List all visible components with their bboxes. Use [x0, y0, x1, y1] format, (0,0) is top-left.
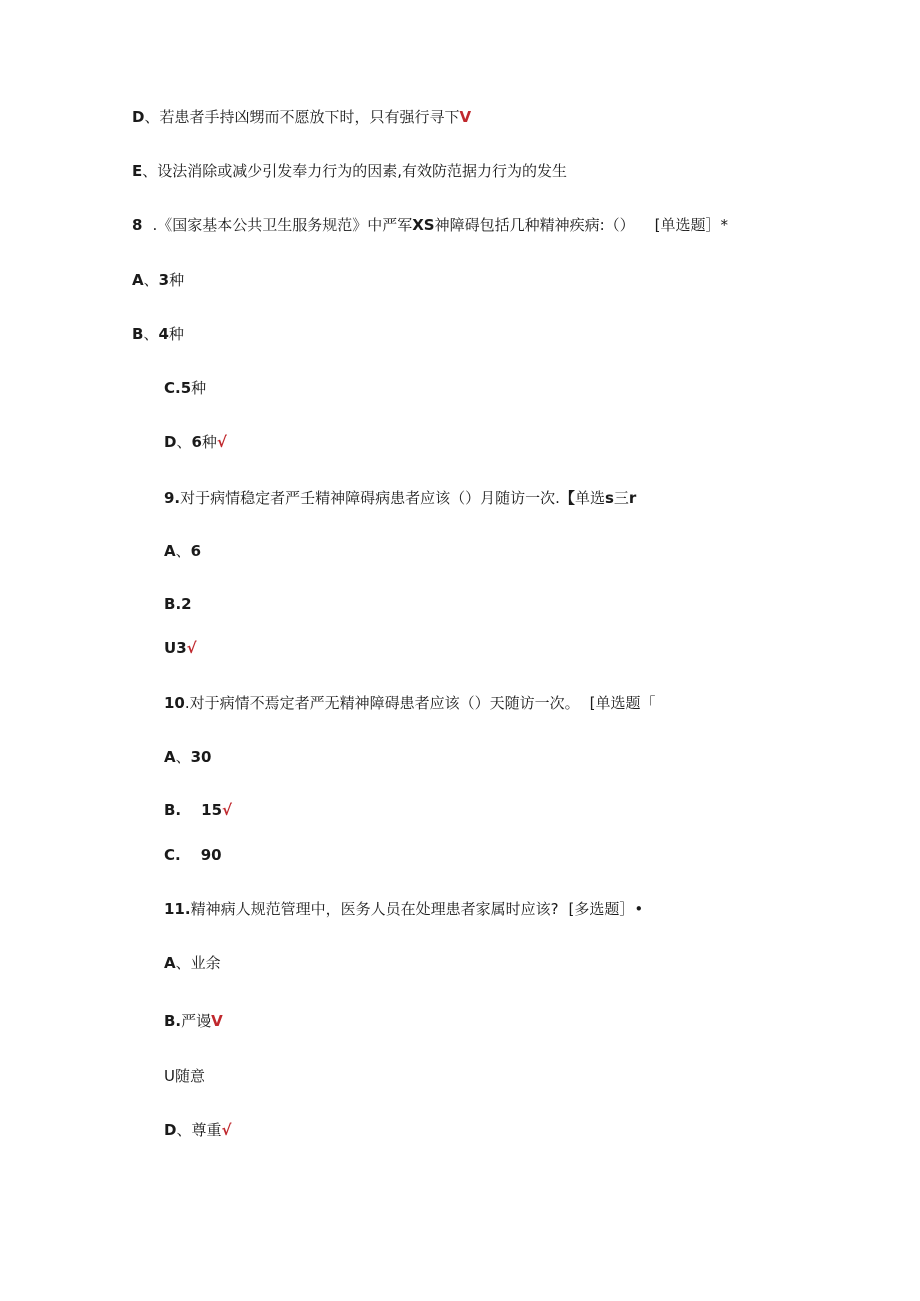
- q11-option-d: [164, 1120, 232, 1140]
- question-number: 9.: [164, 489, 181, 507]
- option-letter: U: [164, 1067, 175, 1085]
- question-number: 11.: [164, 900, 191, 918]
- option-value: 3: [158, 271, 170, 289]
- option-text: 若患者手持凶甥而不愿放下时，只有强行寻下: [159, 108, 460, 126]
- option-value: 6: [191, 433, 202, 451]
- option-separator: .: [175, 595, 182, 613]
- q9-question: [164, 488, 636, 508]
- option-separator: 、: [142, 162, 158, 180]
- q9-option-a: [164, 541, 201, 561]
- option-letter: C.: [164, 846, 181, 864]
- option-separator: 、: [175, 748, 191, 766]
- correct-mark: √: [216, 433, 227, 451]
- option-unit: 种: [191, 379, 207, 397]
- q9-option-c: [164, 638, 197, 658]
- option-separator: 、: [176, 433, 192, 451]
- option-letter: A: [164, 954, 176, 972]
- q8-option-c: [164, 378, 206, 398]
- option-letter: D: [132, 108, 145, 126]
- q7-option-e: [132, 161, 567, 181]
- question-type-tag: 单选: [574, 489, 605, 507]
- option-letter: B: [164, 595, 176, 613]
- option-separator: 、: [175, 954, 191, 972]
- option-separator: 、: [143, 325, 159, 343]
- option-value: 5: [180, 379, 192, 397]
- option-letter: B.: [164, 801, 182, 819]
- correct-mark: V: [459, 108, 472, 126]
- question-type-tag-bracket: 【: [559, 489, 575, 507]
- option-value: 15: [201, 801, 223, 819]
- option-letter: C: [164, 379, 176, 397]
- q10-option-a: [164, 747, 212, 767]
- q11-option-c: [164, 1066, 205, 1086]
- correct-mark: √: [221, 1121, 232, 1139]
- option-text: 严谩: [181, 1012, 212, 1030]
- q8-option-d: [164, 432, 227, 452]
- option-letter: A: [132, 271, 144, 289]
- option-value: 6: [190, 542, 202, 560]
- option-unit: 种: [169, 271, 185, 289]
- q10-option-c: [164, 845, 222, 865]
- option-text: 业余: [190, 954, 221, 972]
- option-text: 尊重: [191, 1121, 222, 1139]
- option-text: 设法消除或减少引发奉力行为的因素,有效防范据力行为的发生: [157, 162, 568, 180]
- question-text-end: 神障碍包括几种精神疾病:（）: [434, 216, 635, 234]
- question-type-tag: [多选题］•: [568, 900, 644, 918]
- option-separator: 、: [175, 542, 191, 560]
- question-number: 8: [132, 216, 143, 234]
- question-type-tag: [单选题「: [589, 694, 656, 712]
- correct-mark: √: [222, 801, 233, 819]
- question-text: 精神病人规范管理中，医务人员在处理患者家属时应该?: [190, 900, 559, 918]
- question-type-tag: [单选题］*: [654, 216, 729, 234]
- question-type-tag-s: s: [604, 489, 614, 507]
- q11-option-b: [164, 1011, 223, 1031]
- option-letter: D: [164, 1121, 177, 1139]
- question-text-bold: XS: [412, 216, 435, 234]
- option-separator: .: [175, 379, 181, 397]
- option-letter: E: [132, 162, 143, 180]
- option-letter: U: [164, 639, 177, 657]
- option-value: 2: [181, 595, 192, 613]
- q10-question: [164, 693, 656, 713]
- q11-option-a: [164, 953, 221, 973]
- question-type-tag-three: 三: [613, 489, 629, 507]
- correct-mark: V: [211, 1012, 223, 1030]
- question-text: .《国家基本公共卫生服务规范》中严军: [152, 216, 413, 234]
- question-type-tag-r: r: [628, 489, 637, 507]
- option-unit: 种: [201, 433, 217, 451]
- q9-option-b: [164, 594, 192, 614]
- option-value: 30: [190, 748, 212, 766]
- option-letter: B.: [164, 1012, 182, 1030]
- q11-question: [164, 899, 643, 919]
- option-value: 4: [158, 325, 169, 343]
- option-text: 随意: [174, 1067, 205, 1085]
- question-text: 对于病情稳定者严壬精神障碍病患者应该（）月随访一次.: [180, 489, 560, 507]
- q8-option-a: [132, 270, 184, 290]
- q10-option-b: [164, 800, 232, 820]
- option-letter: A: [164, 542, 176, 560]
- option-value: 90: [200, 846, 222, 864]
- option-separator: 、: [176, 1121, 192, 1139]
- option-letter: A: [164, 748, 176, 766]
- q8-question: [132, 215, 728, 235]
- option-letter: D: [164, 433, 177, 451]
- q8-option-b: [132, 324, 184, 344]
- option-separator: 、: [143, 271, 159, 289]
- option-value: 3: [176, 639, 187, 657]
- question-number: 10: [164, 694, 185, 712]
- option-separator: 、: [144, 108, 160, 126]
- q7-option-d: [132, 107, 471, 127]
- question-text: .对于病情不焉定者严无精神障碍患者应该（）天随访一次。: [184, 694, 580, 712]
- option-letter: B: [132, 325, 144, 343]
- correct-mark: √: [186, 639, 197, 657]
- option-unit: 种: [168, 325, 184, 343]
